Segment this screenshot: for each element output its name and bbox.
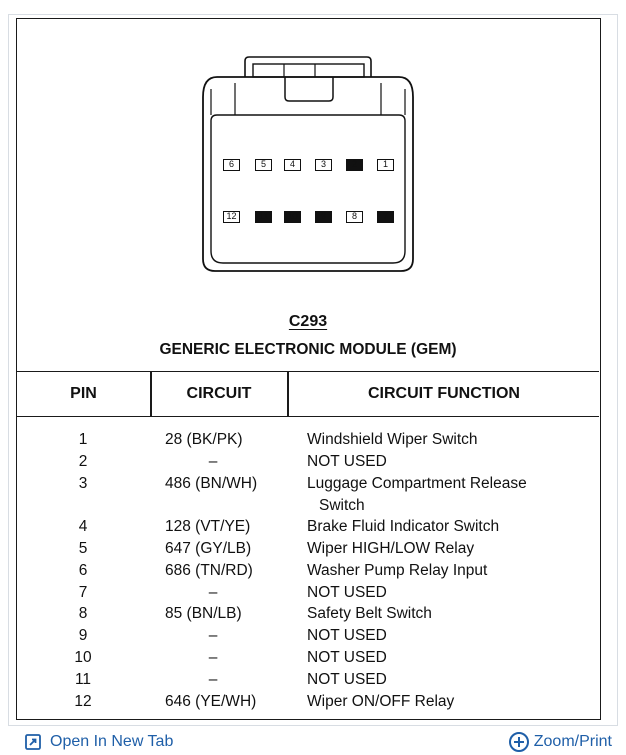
circuit-function-text: NOT USED — [307, 452, 387, 470]
circuit-function-text: Windshield Wiper Switch — [307, 431, 478, 448]
zoom-print-label: Zoom/Print — [533, 733, 612, 750]
circuit-function — [307, 691, 597, 713]
connector-name: GENERIC ELECTRONIC MODULE (GEM) — [159, 341, 457, 358]
circuit-value: 647 (GY/LB) — [165, 540, 252, 557]
circuit-function-text: Brake Fluid Indicator Switch — [307, 518, 500, 536]
connector-pin-7: 7 — [377, 211, 394, 223]
circuit-function — [307, 429, 597, 451]
connector-pin-9: 9 — [315, 211, 332, 223]
pin-number: 2 — [78, 452, 88, 470]
connector-pin-10: 10 — [284, 211, 301, 223]
header-divider — [150, 371, 152, 417]
circuit-value: 646 (YE/WH) — [165, 692, 257, 710]
circuit-function — [307, 647, 597, 669]
connector-pin-12: 12 — [223, 211, 240, 223]
connector-pin-5: 5 — [255, 159, 272, 171]
connector-pin-4: 4 — [284, 159, 301, 171]
connector-id — [17, 313, 599, 331]
table-header — [17, 371, 599, 417]
circuit-function — [307, 560, 597, 582]
circuit-value: – — [208, 583, 218, 601]
connector-pin-2: 2 — [346, 159, 363, 171]
circuit-value: – — [208, 452, 218, 470]
connector-diagram — [17, 19, 599, 371]
circuit-function-text: Wiper ON/OFF Relay — [307, 692, 455, 710]
pin-number: 6 — [78, 561, 88, 579]
circuit-function — [307, 603, 597, 625]
circuit-function-text: NOT USED — [307, 670, 387, 688]
latch-slot — [253, 64, 364, 77]
header-circuit-function: CIRCUIT FUNCTION — [368, 385, 520, 402]
connector-pin-8: 8 — [346, 211, 363, 223]
circuit-value: – — [208, 627, 218, 645]
open-in-new-tab-label: Open In New Tab — [50, 733, 174, 750]
circuit-function-text: Luggage Compartment Release — [307, 474, 527, 492]
pin-number: 3 — [78, 474, 88, 492]
circuit-function-text: Washer Pump Relay Input — [307, 561, 488, 579]
header-pin: PIN — [70, 385, 97, 402]
circuit-function — [307, 582, 597, 604]
pin-number: 8 — [78, 605, 88, 623]
pin-number: 1 — [78, 431, 88, 448]
connector-id-text: C293 — [288, 313, 328, 330]
circuit-value: 128 (VT/YE) — [165, 518, 251, 536]
zoom-print-link[interactable] — [508, 732, 612, 752]
circuit-function — [307, 451, 597, 473]
circuit-value: – — [208, 649, 218, 666]
open-in-new-tab-link[interactable] — [24, 732, 173, 752]
connector-pin-11: 11 — [255, 211, 272, 223]
circuit-function-continued: Switch — [319, 496, 365, 514]
open-in-new-tab-icon — [24, 733, 42, 751]
header-divider — [287, 371, 289, 417]
pin-number: 9 — [78, 627, 88, 645]
circuit-function — [307, 516, 597, 538]
zoom-plus-icon — [508, 731, 530, 753]
pin-number: 10 — [74, 649, 92, 666]
circuit-function — [307, 538, 597, 560]
pin-number: 11 — [74, 670, 92, 688]
latch — [285, 77, 333, 101]
connector-pin-6: 6 — [223, 159, 240, 171]
connector-pin-1: 1 — [377, 159, 394, 171]
wiring-document — [16, 18, 601, 720]
circuit-function — [307, 669, 597, 691]
circuit-function — [307, 473, 597, 517]
circuit-function — [307, 625, 597, 647]
circuit-function-text: NOT USED — [307, 583, 387, 601]
circuit-function-text: Wiper HIGH/LOW Relay — [307, 540, 475, 557]
header-circuit: CIRCUIT — [186, 385, 252, 402]
connector-pin-3: 3 — [315, 159, 332, 171]
circuit-value: – — [208, 670, 218, 688]
pin-number: 7 — [78, 583, 88, 601]
circuit-value: 686 (TN/RD) — [165, 561, 253, 579]
circuit-function-text: NOT USED — [307, 649, 387, 666]
circuit-value: 28 (BK/PK) — [165, 431, 243, 448]
footer-bar — [0, 726, 626, 755]
pin-number: 5 — [78, 540, 88, 557]
pin-number: 4 — [78, 518, 88, 536]
circuit-function-text: NOT USED — [307, 627, 387, 645]
pin-number: 12 — [74, 692, 92, 710]
circuit-function-text: Safety Belt Switch — [307, 605, 432, 623]
circuit-value: 85 (BN/LB) — [165, 605, 242, 623]
circuit-value: 486 (BN/WH) — [165, 474, 258, 492]
